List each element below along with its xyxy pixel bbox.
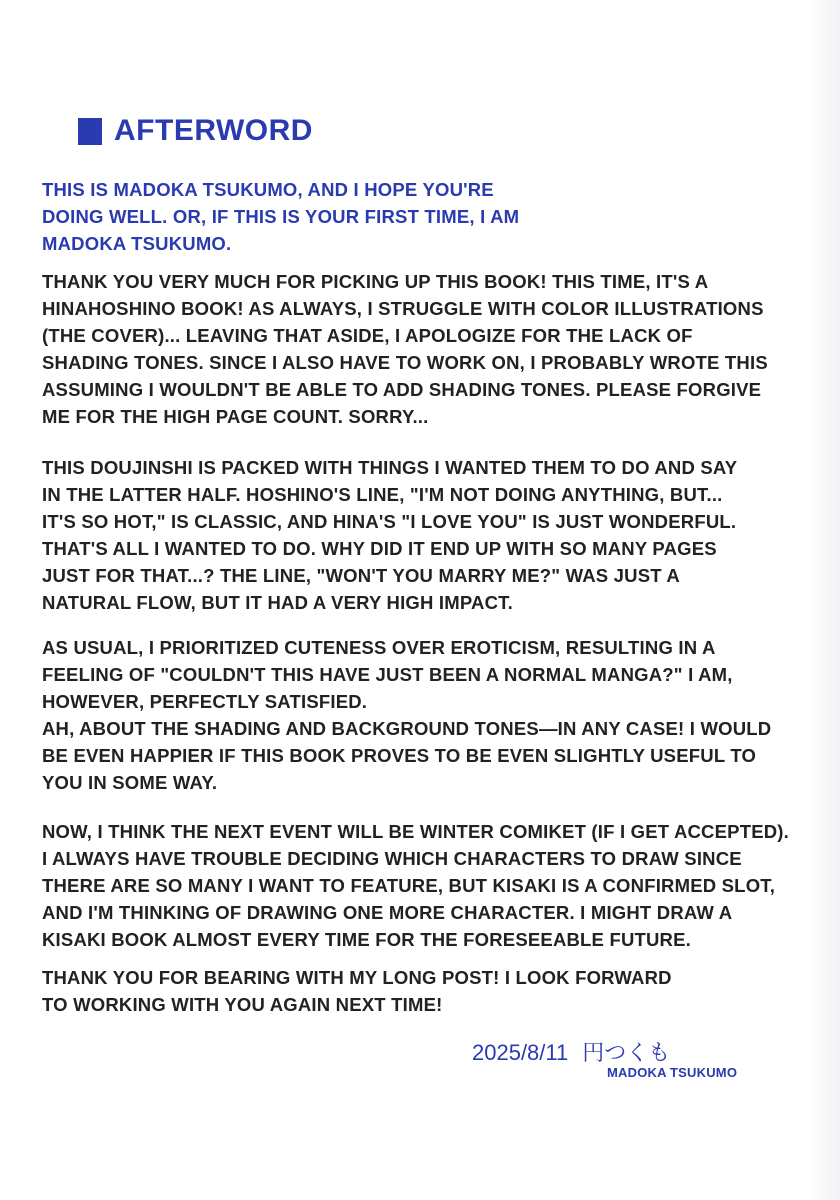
intro-paragraph bbox=[42, 176, 832, 257]
signature bbox=[472, 1036, 670, 1067]
signature-name-en: MADOKA TSUKUMO bbox=[607, 1065, 738, 1080]
text-line: HOWEVER, PERFECTLY SATISFIED. bbox=[42, 691, 368, 712]
square-bullet-icon bbox=[78, 118, 102, 145]
text-line: ME FOR THE HIGH PAGE COUNT. SORRY... bbox=[42, 406, 429, 427]
text-line: BE EVEN HAPPIER IF THIS BOOK PROVES TO BE EVEN SLIGHTLY USEFUL TO bbox=[42, 745, 757, 766]
text-line: THERE ARE SO MANY I WANT TO FEATURE, BUT KISAKI IS A CONFIRMED SLOT, bbox=[42, 875, 776, 896]
paragraph-cuteness bbox=[42, 634, 832, 796]
text-line: MADOKA TSUKUMO. bbox=[42, 233, 232, 254]
text-line: THAT'S ALL I WANTED TO DO. WHY DID IT END UP WITH SO MANY PAGES bbox=[42, 538, 717, 559]
paragraph-next-event bbox=[42, 818, 832, 953]
text-line: THANK YOU VERY MUCH FOR PICKING UP THIS BOOK! THIS TIME, IT'S A bbox=[42, 271, 709, 292]
text-line: TO WORKING WITH YOU AGAIN NEXT TIME! bbox=[42, 994, 443, 1015]
text-line: NOW, I THINK THE NEXT EVENT WILL BE WINTER COMIKET (IF I GET ACCEPTED). bbox=[42, 821, 790, 842]
text-line: IT'S SO HOT," IS CLASSIC, AND HINA'S "I LOVE YOU" IS JUST WONDERFUL. bbox=[42, 511, 737, 532]
signature-name-jp: 円つくも bbox=[582, 1041, 671, 1066]
paragraph-doujinshi bbox=[42, 454, 832, 616]
text-line: DOING WELL. OR, IF THIS IS YOUR FIRST TIME, I AM bbox=[42, 206, 520, 227]
text-line: ASSUMING I WOULDN'T BE ABLE TO ADD SHADING TONES. PLEASE FORGIVE bbox=[42, 379, 762, 400]
paragraph-thanks bbox=[42, 268, 832, 430]
text-line: YOU IN SOME WAY. bbox=[42, 772, 218, 793]
text-line: FEELING OF "COULDN'T THIS HAVE JUST BEEN A NORMAL MANGA?" I AM, bbox=[42, 664, 733, 685]
text-line: NATURAL FLOW, BUT IT HAD A VERY HIGH IMPACT. bbox=[42, 592, 513, 613]
text-line: JUST FOR THAT...? THE LINE, "WON'T YOU MARRY ME?" WAS JUST A bbox=[42, 565, 680, 586]
afterword-heading bbox=[78, 114, 313, 148]
text-line: THIS IS MADOKA TSUKUMO, AND I HOPE YOU'RE bbox=[42, 179, 494, 200]
text-line: IN THE LATTER HALF. HOSHINO'S LINE, "I'M NOT DOING ANYTHING, BUT... bbox=[42, 484, 723, 505]
text-line: I ALWAYS HAVE TROUBLE DECIDING WHICH CHARACTERS TO DRAW SINCE bbox=[42, 848, 742, 869]
heading-title: AFTERWORD bbox=[114, 114, 313, 147]
text-line: THANK YOU FOR BEARING WITH MY LONG POST! I LOOK FORWARD bbox=[42, 967, 672, 988]
text-line: (THE COVER)... LEAVING THAT ASIDE, I APOLOGIZE FOR THE LACK OF bbox=[42, 325, 693, 346]
text-line: HINAHOSHINO BOOK! AS ALWAYS, I STRUGGLE WITH COLOR ILLUSTRATIONS bbox=[42, 298, 764, 319]
text-line: AS USUAL, I PRIORITIZED CUTENESS OVER EROTICISM, RESULTING IN A bbox=[42, 637, 716, 658]
paragraph-closing bbox=[42, 964, 832, 1018]
text-line: AH, ABOUT THE SHADING AND BACKGROUND TONES—IN ANY CASE! I WOULD bbox=[42, 718, 772, 739]
signature-date: 2025/8/11 bbox=[472, 1040, 569, 1065]
text-line: SHADING TONES. SINCE I ALSO HAVE TO WORK ON, I PROBABLY WROTE THIS bbox=[42, 352, 768, 373]
text-line: THIS DOUJINSHI IS PACKED WITH THINGS I WANTED THEM TO DO AND SAY bbox=[42, 457, 738, 478]
text-line: AND I'M THINKING OF DRAWING ONE MORE CHARACTER. I MIGHT DRAW A bbox=[42, 902, 733, 923]
text-line: KISAKI BOOK ALMOST EVERY TIME FOR THE FORESEEABLE FUTURE. bbox=[42, 929, 691, 950]
